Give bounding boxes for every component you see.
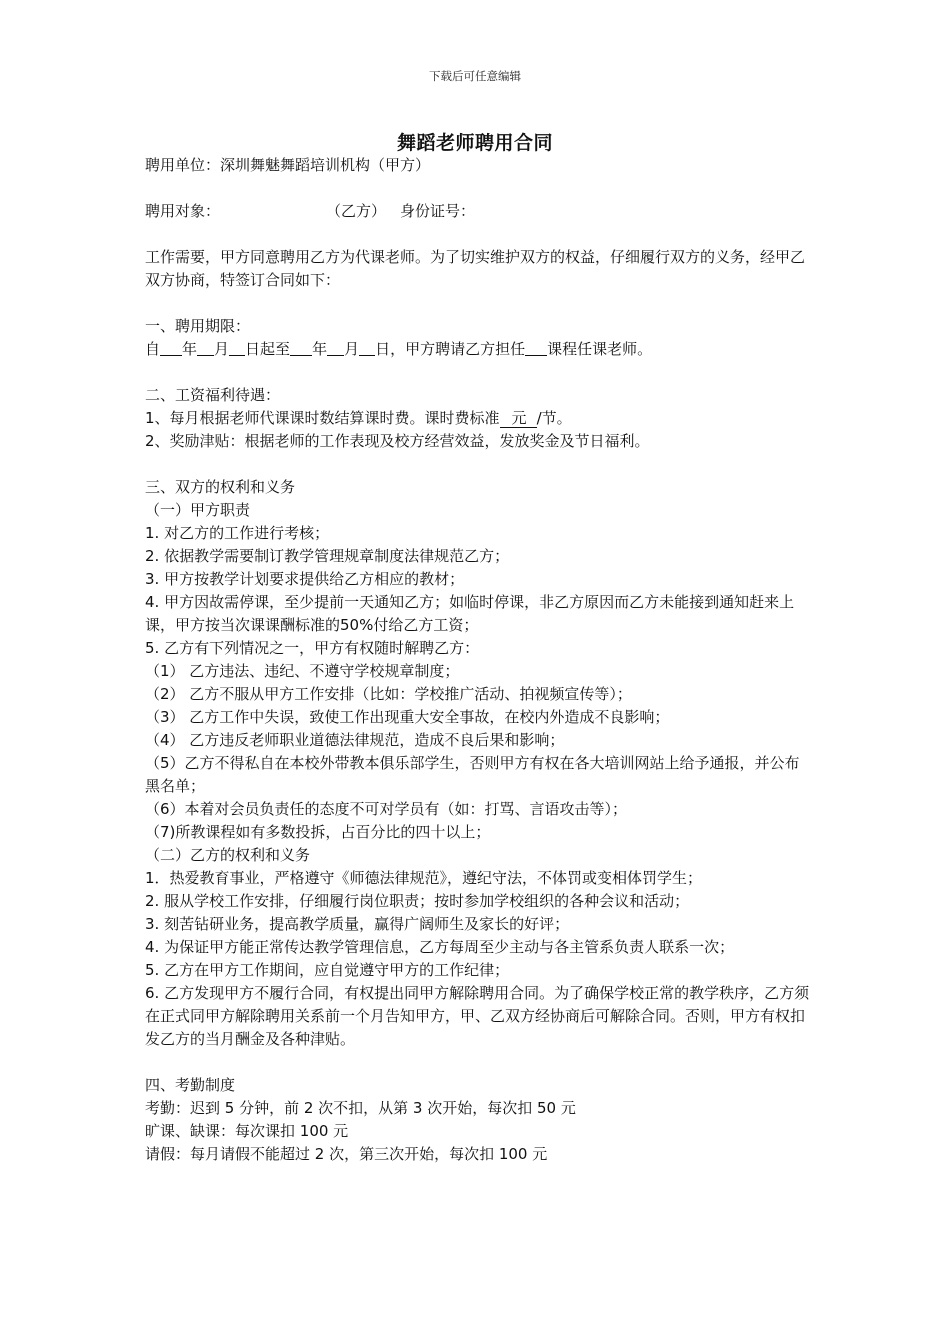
section-1-heading: 一、聘用期限： bbox=[145, 317, 251, 335]
section-4-heading: 四、考勤制度 bbox=[145, 1076, 236, 1094]
document-body bbox=[145, 154, 810, 1166]
attendance-rule: 请假：每月请假不能超过 2 次，第三次开始，每次扣 100 元 bbox=[145, 1145, 548, 1163]
dismissal-condition: （1） 乙方违法、违纪、不遵守学校规章制度； bbox=[145, 662, 460, 680]
blank-end-day bbox=[359, 338, 375, 356]
intro-paragraph: 工作需要，甲方同意聘用乙方为代课老师。为了切实维护双方的权益，仔细履行双方的义务，经甲乙双方协商，特签订合同如下： bbox=[145, 248, 806, 289]
blank-start-day bbox=[229, 338, 245, 356]
dismissal-condition: （5）乙方不得私自在本校外带教本俱乐部学生，否则甲方有权在各大培训网站上给予通报，并公布黑名单； bbox=[145, 754, 800, 795]
attendance-rule: 旷课、缺课：每次课扣 100 元 bbox=[145, 1122, 349, 1140]
party-b-item: 4. 为保证甲方能正常传达教学管理信息，乙方每周至少主动与各主管系负责人联系一次； bbox=[145, 938, 735, 956]
party-b-item: 6. 乙方发现甲方不履行合同，有权提出同甲方解除聘用合同。为了确保学校正常的教学秩序，乙方须在正式同甲方解除聘用关系前一个月告知甲方，甲、乙双方经协商后可解除合同。否则，甲方有权扣发乙方的当月酬金及各种津贴。 bbox=[145, 984, 810, 1048]
dismissal-condition: （7)所教课程如有多数投拆，占百分比的四十以上； bbox=[145, 823, 491, 841]
blank-start-year bbox=[160, 338, 182, 356]
party-b-item: 2. 服从学校工作安排，仔细履行岗位职责；按时参加学校组织的各种会议和活动； bbox=[145, 892, 690, 910]
party-a-item: 4. 甲方因故需停课，至少提前一天通知乙方；如临时停课，非乙方原因而乙方未能接到通知赶来上课，甲方按当次课课酬标准的50%付给乙方工资； bbox=[145, 593, 795, 634]
salary-item-1: 1、每月根据老师代课课时数结算课时费。课时费标准 元 /节。 bbox=[145, 409, 572, 427]
blank-start-month bbox=[197, 338, 214, 356]
term-line: 自 年 月 日起至 年 月 日，甲方聘请乙方担任 课程任课老师。 bbox=[145, 340, 653, 358]
section-2-heading: 二、工资福利待遇： bbox=[145, 386, 281, 404]
dismissal-condition: （2） 乙方不服从甲方工作安排（比如：学校推广活动、拍视频宣传等）； bbox=[145, 685, 632, 703]
salary-item-2: 2、奖励津贴：根据老师的工作表现及校方经营效益，发放奖金及节日福利。 bbox=[145, 432, 650, 450]
id-number-label: 身份证号： bbox=[400, 202, 476, 220]
party-a-heading: （一）甲方职责 bbox=[145, 501, 251, 519]
party-a-item: 5. 乙方有下列情况之一，甲方有权随时解聘乙方： bbox=[145, 639, 480, 657]
employer-line: 聘用单位：深圳舞魅舞蹈培训机构（甲方） bbox=[145, 156, 431, 174]
blank-end-month bbox=[327, 338, 344, 356]
dismissal-condition: （6）本着对会员负责任的态度不可对学员有（如：打骂、言语攻击等）； bbox=[145, 800, 628, 818]
header-note: 下载后可任意编辑 bbox=[429, 69, 521, 83]
fee-blank bbox=[500, 410, 537, 428]
employee-label: 聘用对象： bbox=[145, 202, 221, 220]
party-b-item: 1．热爱教育事业，严格遵守《师德法律规范》，遵纪守法，不体罚或变相体罚学生； bbox=[145, 869, 703, 887]
party-b-item: 5. 乙方在甲方工作期间，应自觉遵守甲方的工作纪律； bbox=[145, 961, 510, 979]
document-title: 舞蹈老师聘用合同 bbox=[396, 132, 553, 154]
attendance-rule: 考勤：迟到 5 分钟，前 2 次不扣，从第 3 次开始，每次扣 50 元 bbox=[145, 1099, 576, 1117]
fee-unit: 元 bbox=[511, 409, 527, 427]
dismissal-condition: （3） 乙方工作中失误，致使工作出现重大安全事故，在校内外造成不良影响； bbox=[145, 708, 670, 726]
blank-course bbox=[525, 338, 547, 356]
employee-party: （乙方） bbox=[326, 202, 387, 220]
dismissal-condition: （4） 乙方违反老师职业道德法律规范，造成不良后果和影响； bbox=[145, 731, 565, 749]
party-a-item: 2. 依据教学需要制订教学管理规章制度法律规范乙方； bbox=[145, 547, 510, 565]
employee-line bbox=[145, 200, 810, 223]
party-b-heading: （二）乙方的权利和义务 bbox=[145, 846, 311, 864]
party-b-item: 3. 刻苦钻研业务，提高教学质量，赢得广阔师生及家长的好评； bbox=[145, 915, 570, 933]
blank-end-year bbox=[290, 338, 312, 356]
party-a-item: 1. 对乙方的工作进行考核； bbox=[145, 524, 330, 542]
section-3-heading: 三、双方的权利和义务 bbox=[145, 478, 296, 496]
party-a-item: 3. 甲方按教学计划要求提供给乙方相应的教材； bbox=[145, 570, 465, 588]
